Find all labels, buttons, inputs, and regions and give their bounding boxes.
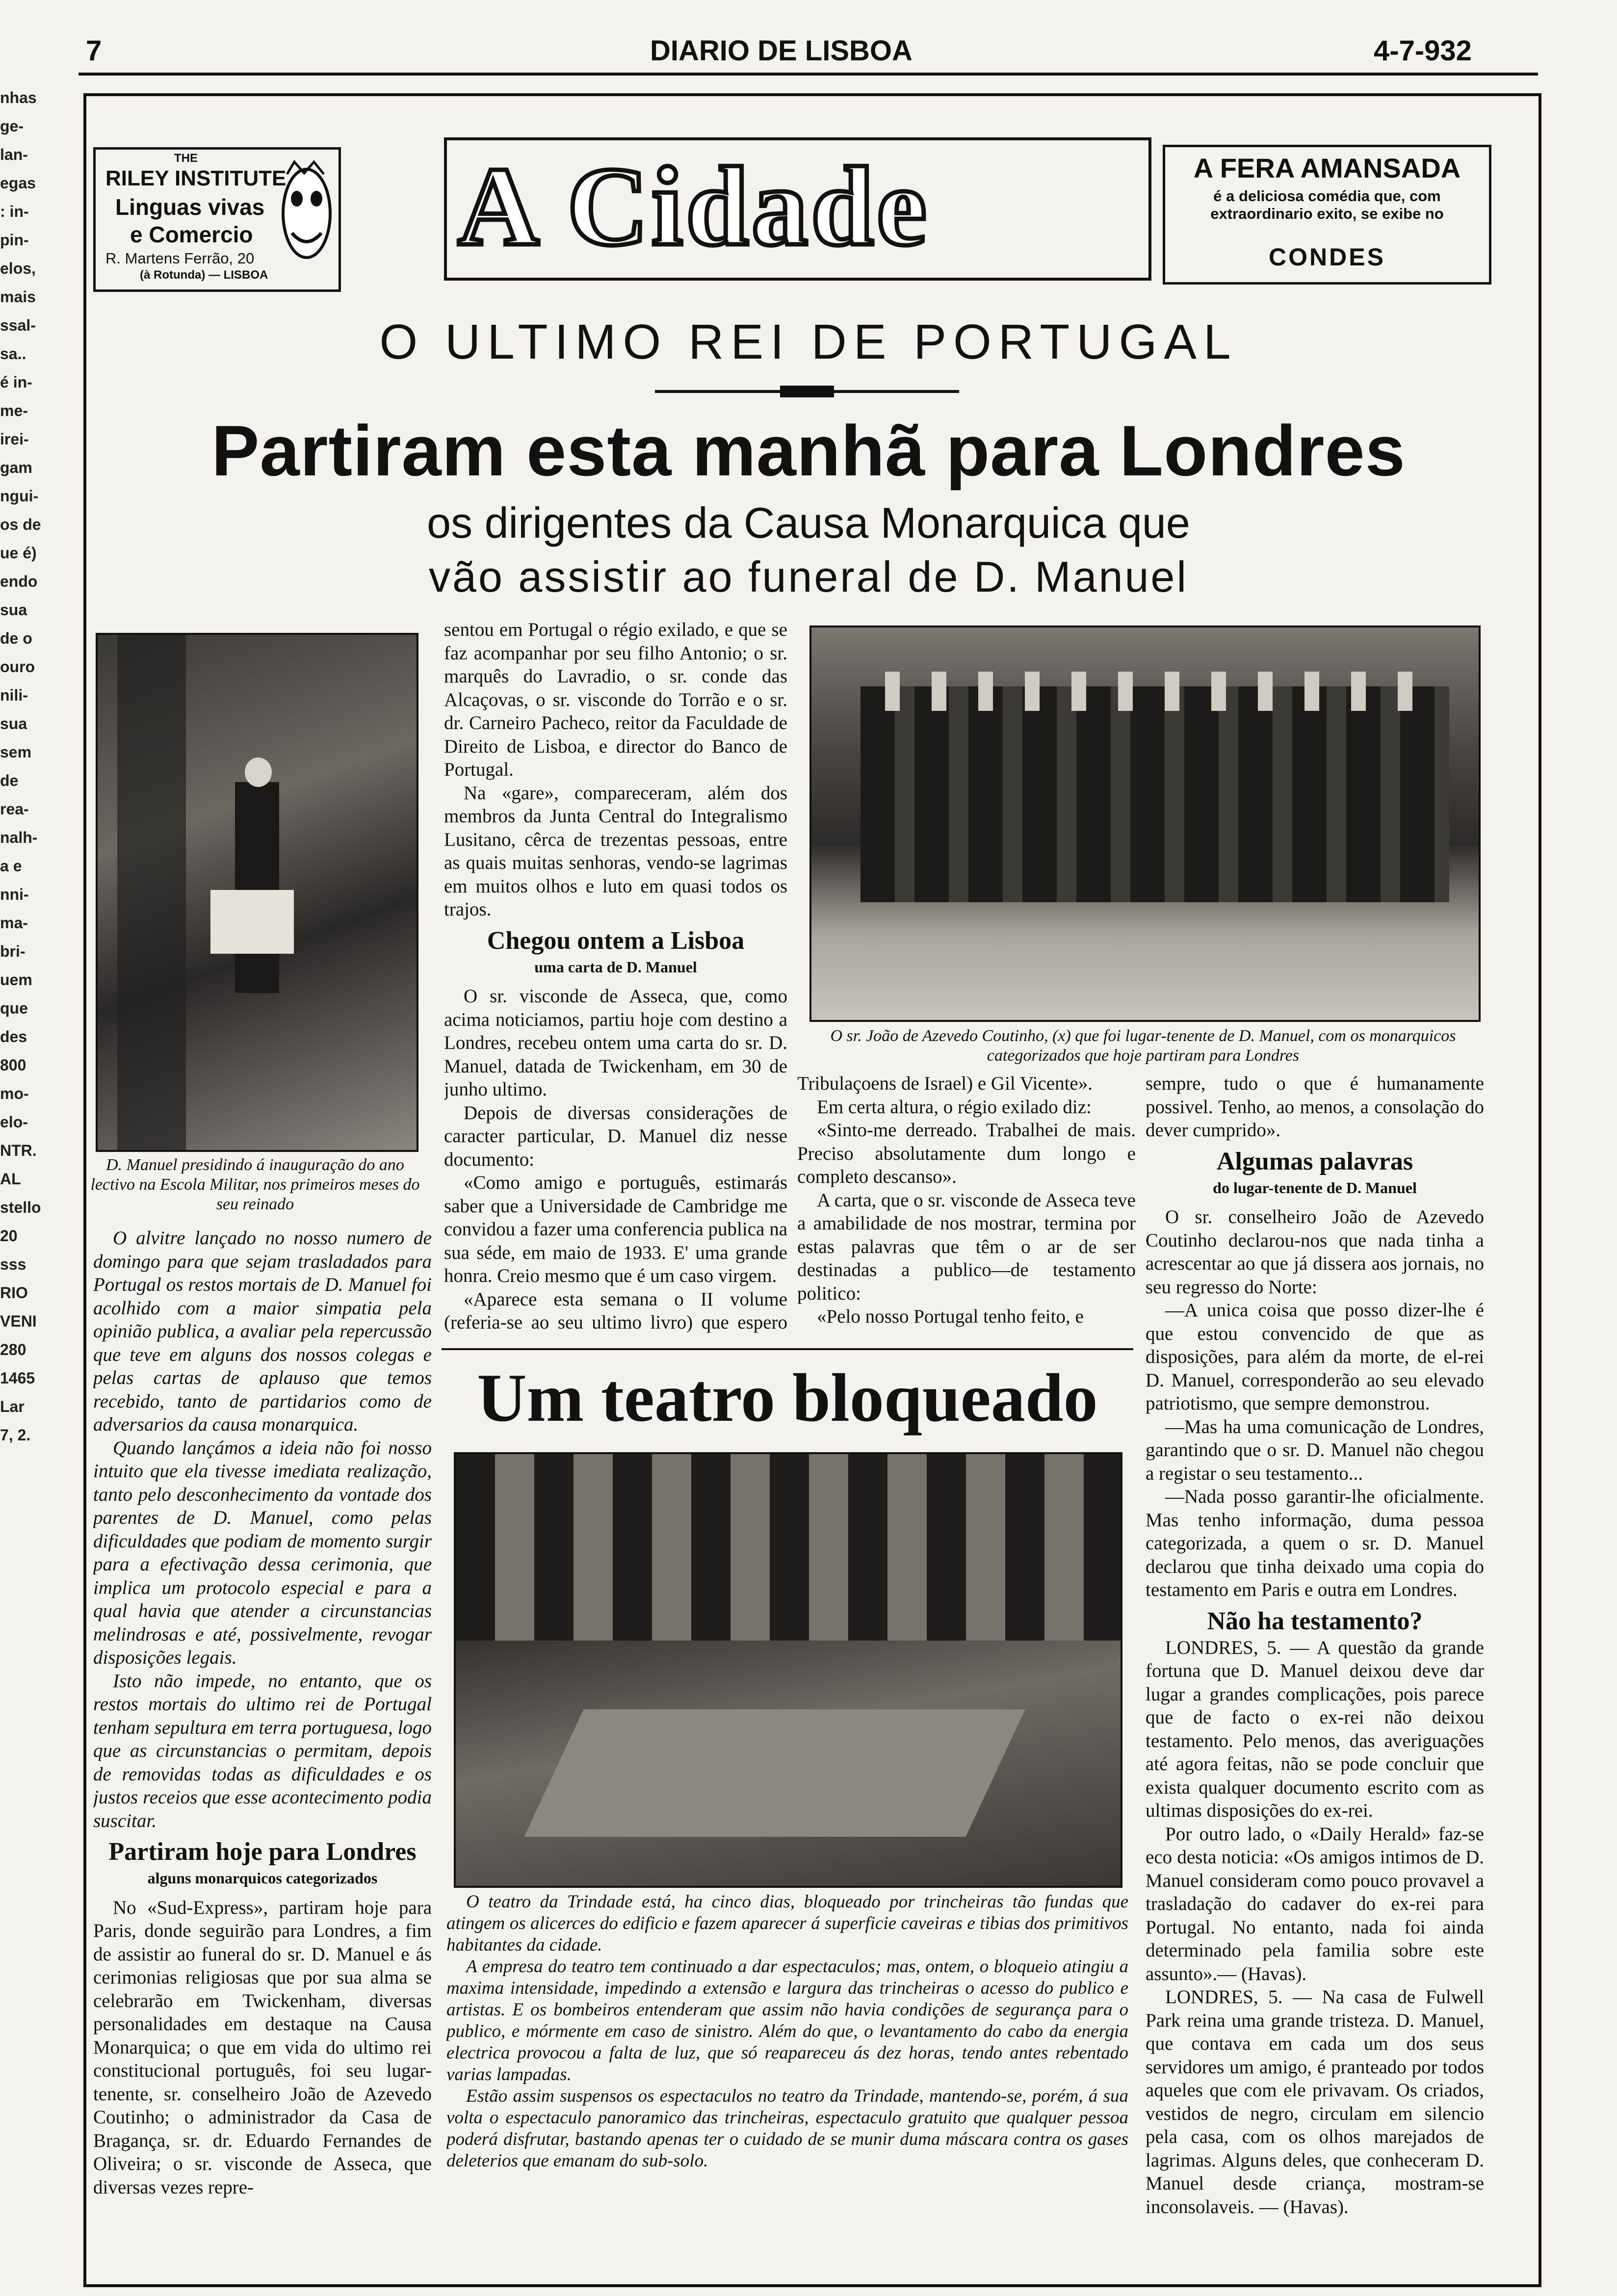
ad-mask-illustration [280,159,334,277]
edge-fragment: lan- [0,146,28,163]
edge-fragment: bri- [0,942,26,960]
col1-subsubheading: alguns monarquicos categorizados [147,1869,378,1887]
ad-play-text: é a deliciosa comédia que, com extraordinario exito, se exibe no [1210,187,1444,222]
edge-fragment: elo- [0,1113,28,1131]
edge-fragment: sss [0,1255,26,1273]
col4-subsubheading: do lugar-tenente de D. Manuel [1213,1178,1417,1197]
masthead-box [444,137,1151,281]
headline-kicker: O ULTIMO REI DE PORTUGAL [379,314,1238,369]
edge-fragment: nili- [0,686,28,704]
edge-fragment: elos, [0,260,36,277]
edge-fragment: de [0,772,19,789]
col4-paragraph: —Nada posso garantir-lhe oficialmente. Mas tenho informação, duma pessoa categorizada, a quem o sr. D. Manuel declarou que tinha deixado uma copia do testamento em Paris e outra em Londres. [1146,1486,1484,1600]
photo2-caption: O sr. João de Azevedo Coutinho, (x) que foi lugar-tenente de D. Manuel, com os monarquicos categorizados que hoje partiram para Londres [830,1027,1456,1065]
col4-paragraph: —Mas ha uma comunicação de Londres, garantindo que o sr. D. Manuel não chegou a registar o seu testamento... [1146,1416,1484,1484]
edge-fragment: gam [0,459,32,476]
edge-fragment: rea- [0,800,29,818]
edge-fragment: irei- [0,430,29,448]
ad-play-title: A FERA AMANSADA [1193,153,1461,183]
ad-line2: e Comercio [130,222,253,247]
col4-paragraph: LONDRES, 5. — A questão da grande fortuna que D. Manuel deixou deve dar lugar a grandes complicações, pois parece que de facto o ex-rei não deixou testamento. Pelo menos, das averiguações até agora feitas, não se pode concluir que exista qualquer documento escrito com as ultimas disposições do ex-rei. [1146,1637,1484,1821]
col4-paragraph: O sr. conselheiro João de Azevedo Coutinho declarou-nos que nada tinha a acrescentar ao que já dissera aos jornais, no seu regresso do Norte: [1146,1206,1484,1298]
headline-ornament [780,386,834,397]
photo-teatro-trindade [454,1452,1122,1888]
col2-paragraph: Depois de diversas considerações de caracter particular, D. Manuel diz nesse documento: [444,1102,787,1170]
page-number: 7 [86,35,102,67]
edge-fragment: os de [0,516,41,533]
edge-fragment: RIO [0,1284,28,1302]
edge-fragment: 20 [0,1227,18,1245]
masthead-title: A Cidade [458,144,930,269]
fera-amansada-ad [1163,145,1491,285]
col2-paragraph: O sr. visconde de Asseca, que, como acima noticiamos, partiu hoje com destino a Londres, recebeu ontem uma carta do sr. D. Manuel, datada de Twickenham, em 30 de junho ultimo. [444,986,787,1100]
edge-fragment: sem [0,743,32,761]
left-edge-fragments [0,83,74,1449]
edge-fragment: Lar [0,1398,25,1415]
col4-paragraph: sempre, tudo o que é humanamente possivel. Tenho, ao menos, a consolação do dever cumprido». [1146,1073,1484,1141]
edge-fragment: sa.. [0,345,26,363]
edge-fragment: 1465 [0,1369,35,1387]
edge-fragment: ma- [0,914,28,932]
subheadline-2: vão assistir ao funeral de D. Manuel [429,552,1188,601]
theatre-headline: Um teatro bloqueado [477,1360,1098,1436]
ad-the: THE [174,152,198,165]
edge-fragment: ge- [0,117,24,135]
edge-fragment: nni- [0,886,29,903]
theatre-paragraph: Estão assim suspensos os espectaculos no teatro da Trindade, mantendo-se, porém, á sua volta o espectaculo panoramico das trincheiras, espectaculo gratuito que qualquer pessoa poderá disfrutar, bastando apenas ter o cuidado de se munir duma máscara contra os gases deleterios que emanam do sub-solo. [446,2086,1128,2171]
photo-d-manuel [96,633,418,1152]
col4-paragraph: Por outro lado, o «Daily Herald» faz-se eco desta noticia: «Os amigos intimos de D. Manuel consideram como pouco provavel a trasladação do cadaver do ex-rei para Portugal. No entanto, nada foi ainda determinado pela familia sobre este assunto».— (Havas). [1146,1823,1484,1984]
edge-fragment: AL [0,1170,21,1188]
col1-paragraph: No «Sud-Express», partiram hoje para Paris, donde seguirão para Londres, a fim de assistir ao funeral do sr. D. Manuel e ás cerimonias religiosas que por sua alma se celebrarão em Twickenham, diversas personalidades em destaque na Causa Monarquica; o que em vida do ultimo rei constitucional português, foi seu lugar-tenente, sr. conselheiro João de Azevedo Coutinho; o administrador da Casa de Bragança, sr. dr. Eduardo Fernandes de Oliveira; o sr. visconde de Asseca, que diversas vezes repre- [93,1897,432,2198]
edge-fragment: 280 [0,1341,26,1358]
photo-monarchists-group [809,626,1481,1022]
photo1-caption: D. Manuel presidindo á inauguração do ano lectivo na Escola Militar, nos primeiros meses do seu reinado [90,1156,420,1213]
col3-paragraph: «Pelo nosso Portugal tenho feito, e [817,1306,1084,1327]
column-4 [1146,1072,1484,2269]
edge-fragment: uem [0,971,32,989]
col4-subheading: Não ha testamento? [1207,1607,1423,1635]
riley-institute-ad [93,147,341,292]
col3-paragraph: Em certa altura, o régio exilado diz: [817,1096,1092,1118]
theatre-rule [442,1348,1133,1350]
col3-paragraph: «Sinto-me derreado. Trabalhei de mais. Preciso absolutamente dum longo e completo descanso». [797,1120,1136,1187]
col2-paragraph: «Como amigo e português, estimarás saber que a Universidade de Cambridge me convidou a fazer uma conferencia publica na sua séde, em maio de 1933. E' uma grande honra. Creio mesmo que é um caso virgem. [444,1172,787,1286]
edge-fragment: 800 [0,1056,26,1074]
edge-fragment: sua [0,715,27,732]
col2-subheading: Chegou ontem a Lisboa [487,926,745,955]
col2-paragraph: Na «gare», compareceram, além dos membros da Junta Central do Integralismo Lusitano, cêrca de trezentas pessoas, entre as quais muitas senhoras, vendo-se lagrimas em muitos olhos e luto em quasi todos os trajos. [444,782,787,920]
col3-paragraph: A carta, que o sr. visconde de Asseca teve a amabilidade de nos mostrar, termina por estas palavras que têm o ar de ser destinadas a publico—de testamento politico: [797,1189,1136,1304]
column-3 [797,1072,1136,1337]
col1-subheading: Partiram hoje para Londres [108,1838,417,1866]
edge-fragment: endo [0,573,38,590]
col1-paragraph: O alvitre lançado no nosso numero de domingo para que sejam trasladados para Portugal os restos mortais de D. Manuel foi acolhido com a maior simpatia pela opinião publica, a avaliar pela repercussão que teve em alguns dos nossos colegas e pelas cartas de aplauso que temos recebido, tanto de partidarios como de adversarios da causa monarquica. [93,1227,432,1435]
col2-paragraph: sentou em Portugal o régio exilado, e que se faz acompanhar por seu filho Antonio; o sr. marquês do Lavradio, o sr. conde das Alcaçovas, o sr. visconde do Torrão e o sr. dr. Carneiro Pacheco, reitor da Faculdade de Direito de Lisboa, e director do Banco de Portugal. [444,619,787,780]
col2-paragraph: «Aparece esta semana o II volume (referia-se ao seu ultimo livro) que espero [444,1288,787,1333]
edge-fragment: nhas [0,89,37,106]
edge-fragment: a e [0,857,22,875]
edge-fragment: de o [0,629,32,647]
edge-fragment: des [0,1028,27,1045]
col3-paragraph: Tribulaçoens de Israel) e Gil Vicente». [797,1073,1093,1094]
col4-subheading: Algumas palavras [1216,1147,1413,1175]
main-headline: Partiram esta manhã para Londres [211,411,1406,491]
subheadline-1: os dirigentes da Causa Monarquica que [427,498,1190,547]
newspaper-name: DIARIO DE LISBOA [650,35,913,67]
ad-venue: CONDES [1269,243,1385,271]
theatre-paragraph: A empresa do teatro tem continuado a dar espectaculos; mas, ontem, o bloqueio atingiu a maxima intensidade, impedindo a extensão e largura das trincheiras o acesso do publico e artistas. E os bombeiros entenderam que assim não havia condições de segurança para o publico, e mórmente em caso de sinistro. Além do que, o levantamento do cabo da energia electrica provocou a falta de luz, que só reapareceu ás dez horas, tendo antes rebentado varias lampadas. [446,1957,1128,2085]
edge-fragment: ouro [0,658,35,676]
column-1 [93,1226,432,2271]
ad-line1: Linguas vivas [115,194,265,220]
ad-address1: R. Martens Ferrão, 20 [105,250,255,267]
col1-paragraph: Quando lançámos a ideia não foi nosso intuito que ela tivesse imediata realização, tanto pelo desconhecimento da vontade dos parentes de D. Manuel, como pelas dificuldades que podiam de momento surgir para a efectivação dessa cerimonia, que implica um protocolo especial e para a qual havia que atender a circunstancias melindrosas e até, possivelmente, revogar disposições legais. [93,1437,432,1668]
col4-paragraph: —A unica coisa que posso dizer-lhe é que estou convencido de que as disposições, para além da morte, de el-rei D. Manuel, corresponderão ao seu elevado patriotismo, que sempre demonstrou. [1146,1300,1484,1414]
edge-fragment: mais [0,288,36,306]
column-2 [444,618,787,1334]
col4-paragraph: LONDRES, 5. — Na casa de Fulwell Park reina uma grande tristeza. D. Manuel, que contava em cada um dos seus servidores um amigo, é pranteado por todos aqueles que com ele privavam. Os criados, vestidos de negro, circulam em silencio pela casa, com os olhos marejados de lagrimas. Alguns deles, que conheceram D. Manuel desde criança, mostram-se inconsolaveis. — (Havas). [1146,1986,1484,2218]
edge-fragment: NTR. [0,1142,37,1159]
edge-fragment: é in- [0,373,32,391]
edge-fragment: me- [0,402,28,419]
edge-fragment: VENI [0,1312,37,1330]
edge-fragment: 7, 2. [0,1426,31,1444]
edge-fragment: : in- [0,203,29,220]
edge-fragment: ssal- [0,316,36,334]
edge-fragment: stello [0,1199,41,1216]
theatre-text [446,1891,1128,2274]
edge-fragment: sua [0,601,27,619]
header-rule [78,73,1538,76]
theatre-caption: O teatro da Trindade está, ha cinco dias, bloqueado por trincheiras tão fundas que atingem os alicerces do edificio e fazem aparecer á superficie caveiras e tibias dos primitivos habitantes da cidade. [446,1892,1128,1955]
edge-fragment: pin- [0,231,29,249]
col2-subsubheading: uma carta de D. Manuel [534,958,697,976]
col1-paragraph: Isto não impede, no entanto, que os restos mortais do ultimo rei de Portugal tenham sepultura em terra portuguesa, logo que as circunstancias o permitam, depois de removidas todas as dificuldades e os justos receios que esse acontecimento podia suscitar. [93,1670,432,1831]
edge-fragment: egas [0,174,36,192]
edge-fragment: ngui- [0,487,39,505]
ad-address2: (à Rotunda) — LISBOA [140,268,268,282]
edge-fragment: nalh- [0,829,38,846]
edge-fragment: ue é) [0,544,37,562]
issue-date: 4-7-932 [1374,35,1472,67]
edge-fragment: mo- [0,1085,29,1102]
ad-institute-name: RILEY INSTITUTE [105,166,287,190]
edge-fragment: que [0,999,28,1017]
